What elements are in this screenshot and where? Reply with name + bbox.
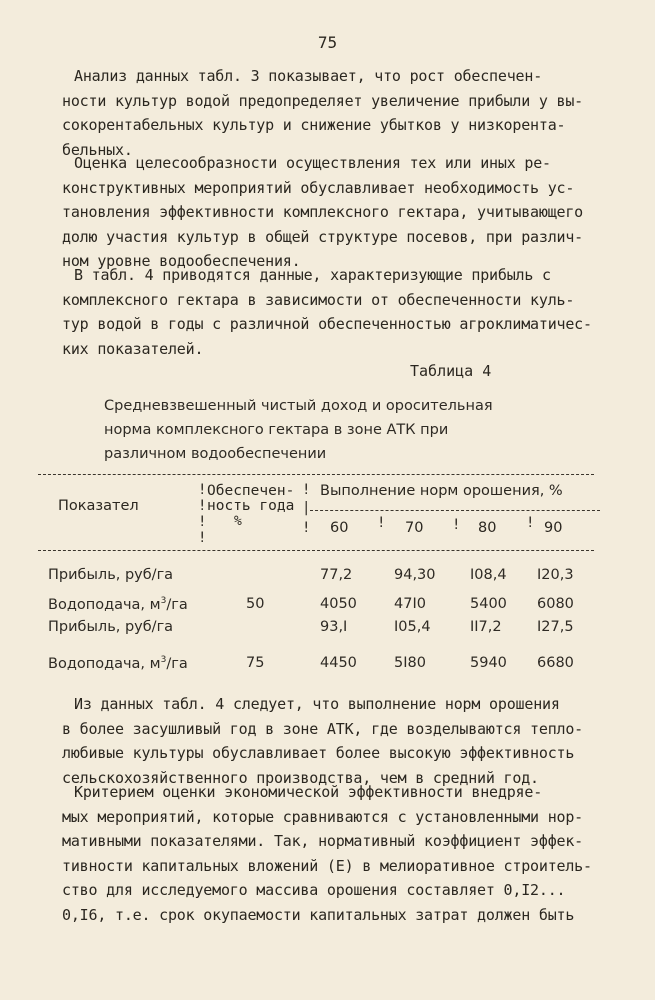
text-line: тур водой в годы с различной обеспеченностью агроклиматичес- (62, 315, 592, 333)
table-label: Таблица 4 (410, 362, 492, 380)
table-cell: I20,3 (537, 567, 574, 583)
table-cell: 6080 (537, 596, 574, 612)
table-cell: 77,2 (320, 567, 353, 583)
text-line: конструктивных мероприятий обуславливает необходимость ус- (62, 178, 575, 197)
text-line: мативными показателями. Так, нормативный коэффициент эффек- (62, 832, 584, 850)
caption-line: Средневзвешенный чистый доход и оросительная (104, 398, 493, 414)
table-rule-header (38, 550, 594, 551)
text-line: любивые культуры обуславливает более высокую эффективность (62, 744, 575, 762)
table-cell: I27,5 (537, 619, 574, 635)
page-number: 75 (317, 33, 338, 52)
text-line: Анализ данных табл. 3 показывает, что рост обеспечен- (74, 67, 543, 85)
header-divider: ! (302, 482, 311, 498)
header-divider: ! (377, 515, 386, 531)
text-line: тановления эффективности комплексного гектара, учитывающего (62, 203, 584, 221)
text-line: Из данных табл. 4 следует, что выполнение норм орошения (74, 695, 560, 713)
row-supply: 75 (246, 655, 265, 671)
header-divider: ! (198, 530, 207, 546)
text-line: комплексного гектара в зависимости от обеспеченности куль- (62, 290, 575, 309)
caption-line: различном водообеспечении (104, 446, 327, 462)
table-rule-sub (310, 510, 600, 511)
header-supply-line1: Обеспечен- (207, 483, 295, 499)
row-name: Прибыль, руб/га (48, 619, 174, 635)
table-cell: I08,4 (470, 567, 507, 583)
header-col-90: 90 (544, 520, 563, 536)
table-cell: 47I0 (394, 596, 426, 612)
table-cell: 6680 (537, 655, 574, 671)
row-name: Водоподача, $м^3/га$ (48, 596, 188, 613)
paragraph-5 (62, 780, 602, 927)
text-line: Критерием оценки экономической эффективности внедряе- (74, 783, 543, 801)
header-col-60: 60 (330, 520, 349, 536)
header-fulfillment: Выполнение норм орошения, % (320, 483, 563, 499)
header-divider: ! (452, 517, 461, 533)
paragraph-1 (62, 64, 602, 162)
header-divider: ! (526, 515, 535, 531)
table-caption (104, 394, 493, 466)
table-cell: II7,2 (470, 619, 502, 635)
paragraph-3 (62, 263, 602, 361)
header-divider: ! (198, 514, 207, 530)
text-line: в более засушливый год в зоне АТК, где возделываются тепло- (62, 719, 584, 738)
text-line: ном уровне водообеспечения. (62, 252, 301, 270)
table-cell: 4450 (320, 655, 357, 671)
header-supply-unit: % (234, 514, 242, 529)
text-line: 0,I6, т.е. срок окупаемости капитальных затрат должен быть (62, 905, 575, 924)
table-cell: 93,I (320, 619, 348, 635)
row-name: Прибыль, руб/га (48, 567, 174, 583)
table-cell: 5400 (470, 596, 507, 612)
table-cell: 94,30 (394, 567, 436, 583)
header-divider: ! (198, 498, 207, 514)
caption-line: норма комплексного гектара в зоне АТК при (104, 422, 449, 438)
text-line: Оценка целесообразности осуществления тех или иных ре- (74, 154, 551, 172)
header-divider: | (302, 500, 311, 516)
header-supply-line2: ность года (207, 498, 295, 514)
text-line: долю участия культур в общей структуре посевов, при различ- (62, 227, 584, 246)
header-indicator: Показател (58, 498, 139, 514)
header-divider: ! (302, 520, 311, 536)
text-line: ких показателей. (62, 339, 204, 358)
header-divider: ! (198, 482, 207, 498)
table-cell: 4050 (320, 596, 357, 612)
text-line: тивности капитальных вложений (Е) в мелиоративное строитель- (62, 856, 592, 875)
text-line: ство для исследуемого массива орошения составляет 0,I2... (62, 881, 566, 899)
header-col-80: 80 (478, 520, 497, 536)
row-supply: 50 (246, 596, 265, 612)
table-cell: 5I80 (394, 655, 426, 671)
text-line: сокорентабельных культур и снижение убытков у низкорента- (62, 116, 566, 134)
header-col-70: 70 (405, 520, 424, 536)
row-name: Водоподача, $м^3/га$ (48, 655, 188, 672)
paragraph-4 (62, 692, 602, 790)
table-cell: 5940 (470, 655, 507, 671)
text-line: бельных. (62, 140, 133, 159)
table-rule-top (38, 474, 594, 475)
text-line: мых мероприятий, которые сравниваются с установленными нор- (62, 807, 584, 826)
paragraph-2 (62, 151, 602, 274)
table-cell: I05,4 (394, 619, 431, 635)
text-line: В табл. 4 приводятся данные, характеризующие прибыль с (74, 266, 551, 284)
text-line: ности культур водой предопределяет увеличение прибыли у вы- (62, 91, 584, 110)
text-line: сельскохозяйственного производства, чем в средний год. (62, 768, 539, 787)
